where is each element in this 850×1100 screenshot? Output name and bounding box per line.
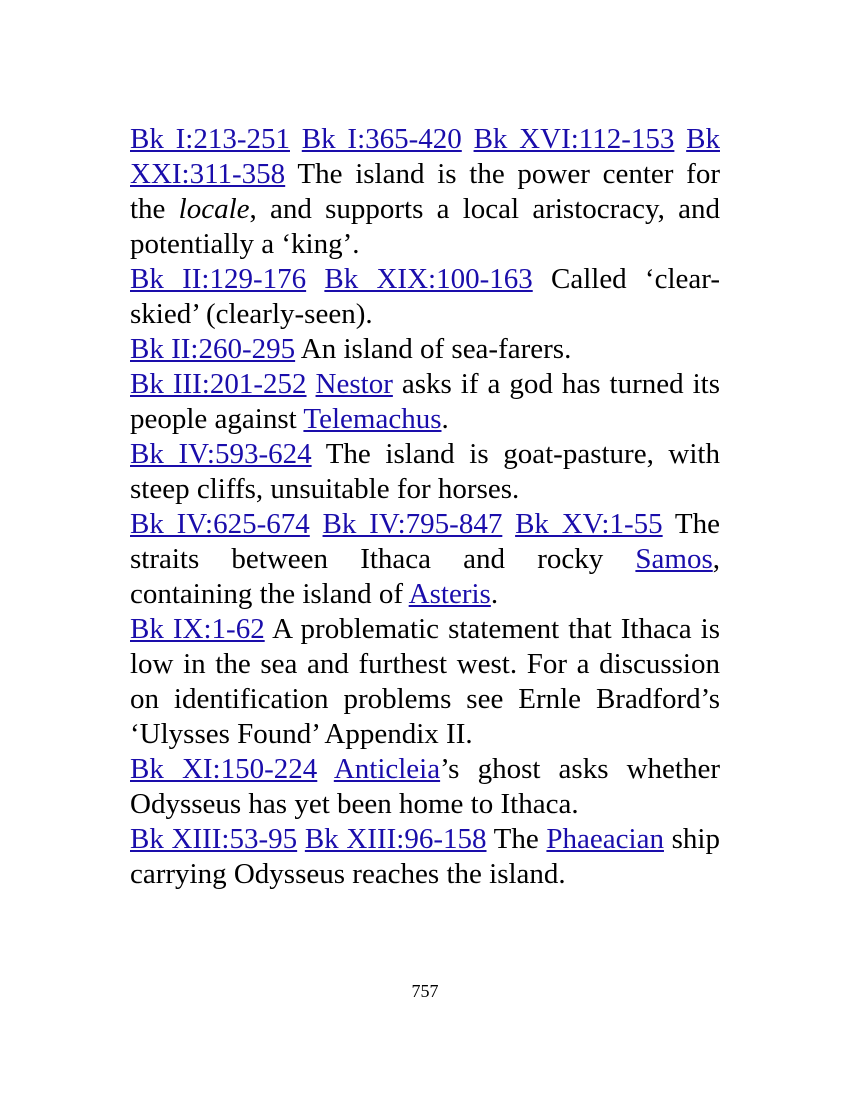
entry-8 bbox=[130, 752, 720, 822]
entry-text: ’s ghost asks whether Odysseus has yet been home to Ithaca. bbox=[130, 753, 720, 820]
book-ref-link[interactable]: Bk II:260-295 bbox=[130, 333, 296, 365]
name-link-nestor[interactable]: Nestor bbox=[315, 368, 393, 400]
book-ref-link[interactable]: Bk IX:1-62 bbox=[130, 613, 265, 645]
entry-text: The straits between Ithaca and rocky bbox=[130, 508, 720, 575]
book-ref-link[interactable]: Bk XIII:53-95 bbox=[130, 823, 298, 855]
entry-text: A problematic statement that Ithaca is low in the sea and furthest west. For a discussion on identification problems see Ernle Bradford’s ‘Ulysses Found’ Appendix II. bbox=[130, 613, 720, 750]
book-ref-link[interactable]: Bk XV:1-55 bbox=[515, 508, 663, 540]
entry-text: Called ‘clear-skied’ (clearly-seen). bbox=[130, 263, 720, 330]
entry-7 bbox=[130, 612, 720, 752]
entry-text: An island of sea-farers. bbox=[300, 333, 572, 365]
book-ref-link[interactable]: Bk I:365-420 bbox=[301, 123, 462, 155]
book-ref-link[interactable]: Bk XIII:96-158 bbox=[304, 823, 487, 855]
name-link-anticleia[interactable]: Anticleia bbox=[333, 753, 441, 785]
book-ref-link[interactable]: Bk IV:795-847 bbox=[322, 508, 503, 540]
entry-text: The island is goat-pasture, with steep cliffs, unsuitable for horses. bbox=[130, 438, 720, 505]
book-ref-link[interactable]: Bk II:129-176 bbox=[130, 263, 307, 295]
entry-5 bbox=[130, 437, 720, 507]
entry-2 bbox=[130, 262, 720, 332]
book-ref-link[interactable]: Bk XXI:311-358 bbox=[130, 123, 720, 190]
name-link-samos[interactable]: Samos bbox=[635, 543, 713, 575]
book-ref-link[interactable]: Bk XI:150-224 bbox=[130, 753, 318, 785]
page-number: 757 bbox=[411, 981, 439, 1001]
entry-text: asks if a god has turned its people against bbox=[130, 368, 721, 435]
entry-3 bbox=[130, 332, 720, 367]
name-link-phaeacian[interactable]: Phaeacian bbox=[546, 823, 664, 855]
entry-4 bbox=[130, 367, 720, 437]
entry-text: . bbox=[441, 403, 449, 435]
entry-text: The island is the power center for the bbox=[130, 158, 720, 225]
book-ref-link[interactable]: Bk III:201-252 bbox=[130, 368, 307, 400]
book-ref-link[interactable]: Bk XIX:100-163 bbox=[324, 263, 533, 295]
entry-1 bbox=[130, 122, 720, 262]
emphasis-text: locale bbox=[178, 193, 250, 225]
entry-9 bbox=[130, 822, 720, 892]
page-content bbox=[130, 122, 720, 892]
book-ref-link[interactable]: Bk IV:625-674 bbox=[130, 508, 310, 540]
book-ref-link[interactable]: Bk I:213-251 bbox=[130, 123, 290, 155]
entry-text: The bbox=[493, 823, 547, 855]
entry-text: , and supports a local aristocracy, and potentially a ‘king’. bbox=[130, 193, 720, 260]
entry-text: , containing the island of bbox=[130, 543, 720, 610]
book-ref-link[interactable]: Bk XVI:112-153 bbox=[473, 123, 675, 155]
name-link-asteris[interactable]: Asteris bbox=[408, 578, 491, 610]
entry-6 bbox=[130, 507, 720, 612]
entry-text: ship carrying Odysseus reaches the island. bbox=[130, 823, 720, 890]
book-ref-link[interactable]: Bk IV:593-624 bbox=[130, 438, 312, 470]
entry-text: . bbox=[490, 578, 499, 610]
name-link-telemachus[interactable]: Telemachus bbox=[303, 403, 442, 435]
